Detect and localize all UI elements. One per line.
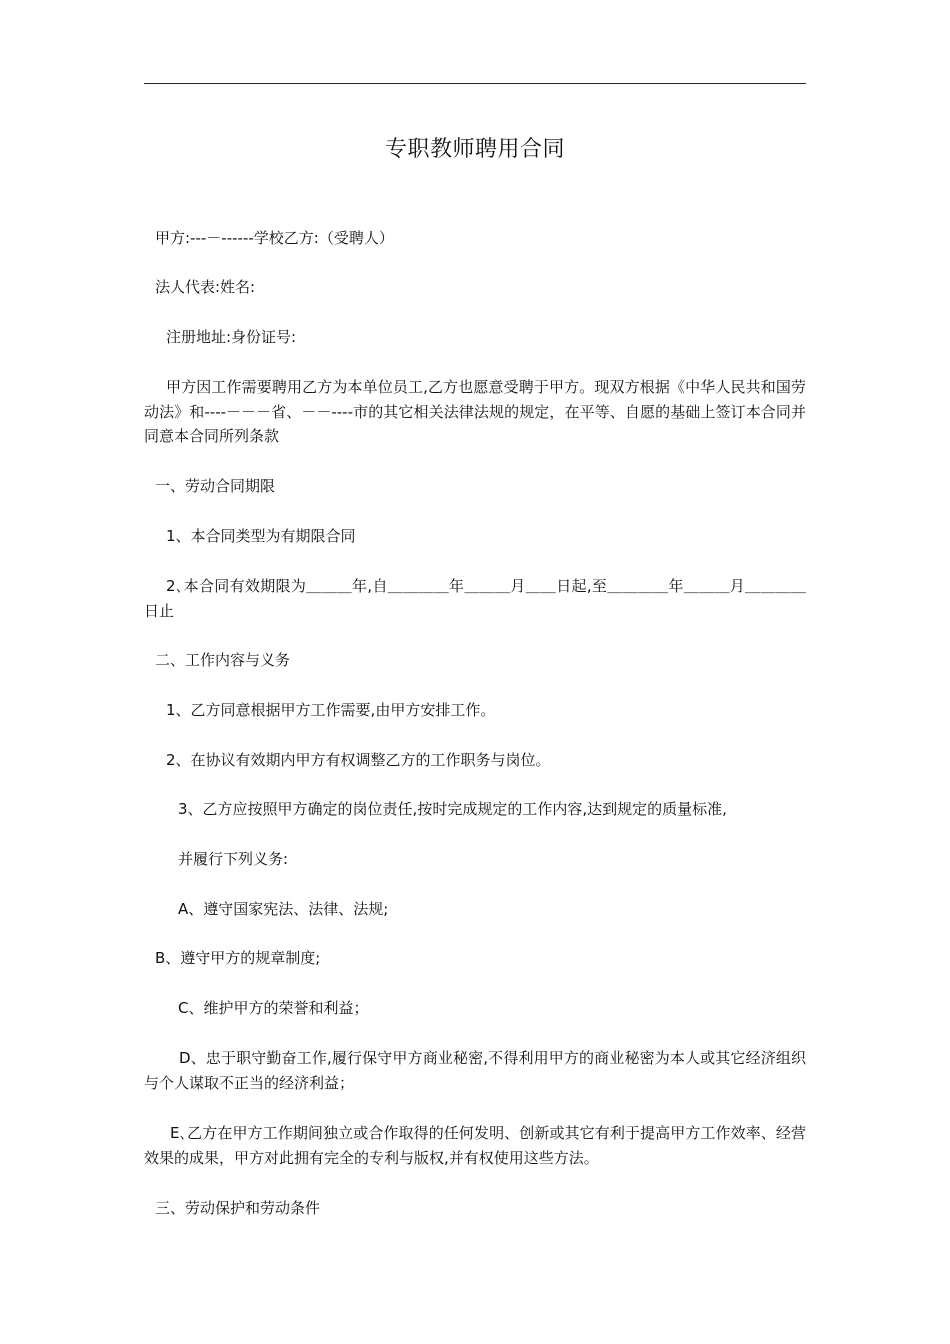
- duty-b: B、遵守甲方的规章制度;: [155, 949, 321, 967]
- document-title: 专职教师聘用合同: [384, 137, 565, 162]
- section-1-item-1: 1、本合同类型为有期限合同: [166, 527, 356, 545]
- duty-a: A、遵守国家宪法、法律、法规;: [178, 900, 389, 918]
- section-3-heading: 三、劳动保护和劳动条件: [155, 1199, 321, 1217]
- duty-e: E､乙方在甲方工作期间独立或合作取得的任何发明、创新或其它有利于提高甲方工作效率、经营效果的成果，甲方对此拥有完全的专利与版权,并有权使用这些方法。: [144, 1124, 806, 1167]
- section-2-item-3-continuation: 并履行下列义务:: [178, 850, 289, 868]
- duty-d: D、忠于职守勤奋工作,履行保守甲方商业秘密,不得利用甲方的商业秘密为本人或其它经济组织与个人谋取不正当的经济利益；: [144, 1049, 806, 1092]
- legal-representative-line: 法人代表:姓名:: [155, 278, 256, 296]
- section-2-item-2: 2、在协议有效期内甲方有权调整乙方的工作职务与岗位。: [166, 751, 551, 769]
- registered-address-line: 注册地址:身份证号:: [166, 328, 297, 346]
- section-2-item-1: 1、乙方同意根据甲方工作需要,由甲方安排工作。: [166, 701, 496, 719]
- duty-c: C、维护甲方的荣誉和利益；: [178, 999, 369, 1017]
- header-rule: [144, 83, 806, 84]
- preamble-paragraph: 甲方因工作需要聘用乙方为本单位员工,乙方也愿意受聘于甲方。现双方根据《中华人民共和国劳动法》和----－－－省、－－----市的其它相关法律法规的规定，在平等、自愿的基础上签订本合同并同意本合同所列条款: [144, 378, 806, 445]
- section-1-heading: 一、劳动合同期限: [155, 477, 276, 495]
- section-2-heading: 二、工作内容与义务: [155, 651, 291, 669]
- section-2-item-3: 3、乙方应按照甲方确定的岗位责任,按时完成规定的工作内容,达到规定的质量标准,: [178, 800, 727, 818]
- section-1-item-2: 2､本合同有效期限为＿＿＿年,自＿＿＿＿年＿＿＿月＿＿日起,至＿＿＿＿年＿＿＿月＿＿＿＿日止: [144, 577, 806, 620]
- party-a-line: 甲方:---－------学校乙方:（受聘人）: [155, 229, 394, 247]
